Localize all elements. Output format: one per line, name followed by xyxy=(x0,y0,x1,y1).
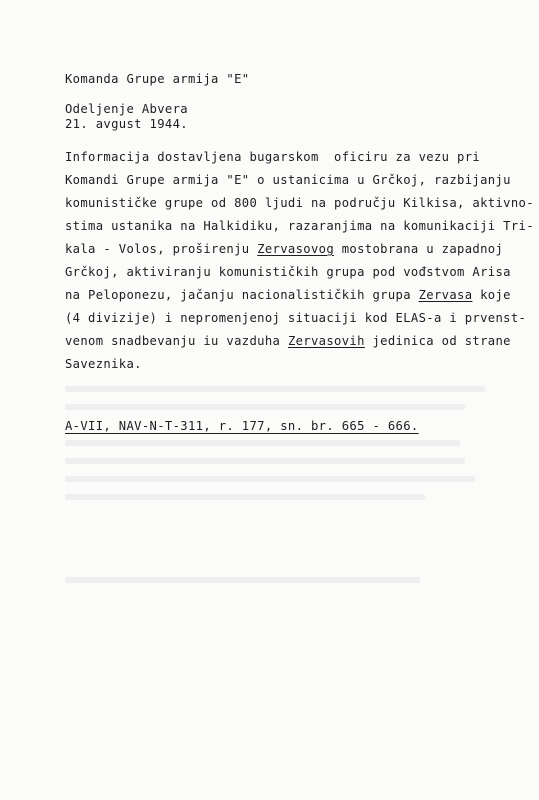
body-line-5-b: mostobrana u zapadnoj xyxy=(334,242,504,256)
body-line-7-a: na Peloponezu, jačanju nacionalističkih grupa xyxy=(65,288,419,302)
bleed-through-mark xyxy=(65,404,465,410)
body-line-4: stima ustanika na Halkidiku, razaranjima na komunikaciji Tri- xyxy=(65,219,534,233)
body-line-3: komunističke grupe od 800 ljudi na području Kilkisa, aktivno- xyxy=(65,196,534,210)
body-line-9 xyxy=(65,334,511,348)
body-line-10: Saveznika. xyxy=(65,357,142,371)
underlined-zervasovog: Zervasovog xyxy=(257,242,335,256)
body-line-7-b: koje xyxy=(472,288,511,302)
body-line-7 xyxy=(65,288,511,302)
underlined-zervasa: Zervasa xyxy=(418,288,473,302)
bleed-through-mark xyxy=(65,577,420,583)
department-heading: Odeljenje Abvera xyxy=(65,102,188,116)
underlined-zervasovih: Zervasovih xyxy=(287,334,365,348)
archive-reference: A-VII, NAV-N-T-311, r. 177, sn. br. 665 - 666. xyxy=(65,419,419,433)
body-line-5 xyxy=(65,242,503,256)
command-heading: Komanda Grupe armija "E" xyxy=(65,72,250,86)
bleed-through-mark xyxy=(65,458,465,464)
body-line-9-a: venom snadbevanju iu vazduha xyxy=(65,334,288,348)
body-line-5-a: kala - Volos, proširenju xyxy=(65,242,258,256)
body-line-2: Komandi Grupe armija "E" o ustanicima u Grčkoj, razbijanju xyxy=(65,173,511,187)
bleed-through-mark xyxy=(65,440,460,446)
bleed-through-mark xyxy=(65,494,425,500)
body-line-6: Grčkoj, aktiviranju komunističkih grupa pod vođstvom Arisa xyxy=(65,265,511,279)
bleed-through-mark xyxy=(65,386,485,392)
body-line-1: Informacija dostavljena bugarskom oficiru za vezu pri xyxy=(65,150,481,164)
body-line-9-b: jedinica od strane xyxy=(364,334,511,348)
body-line-8: (4 divizije) i nepromenjenoj situaciji kod ELAS-a i prvenst- xyxy=(65,311,527,325)
document-date: 21. avgust 1944. xyxy=(65,117,188,131)
bleed-through-mark xyxy=(65,476,475,482)
